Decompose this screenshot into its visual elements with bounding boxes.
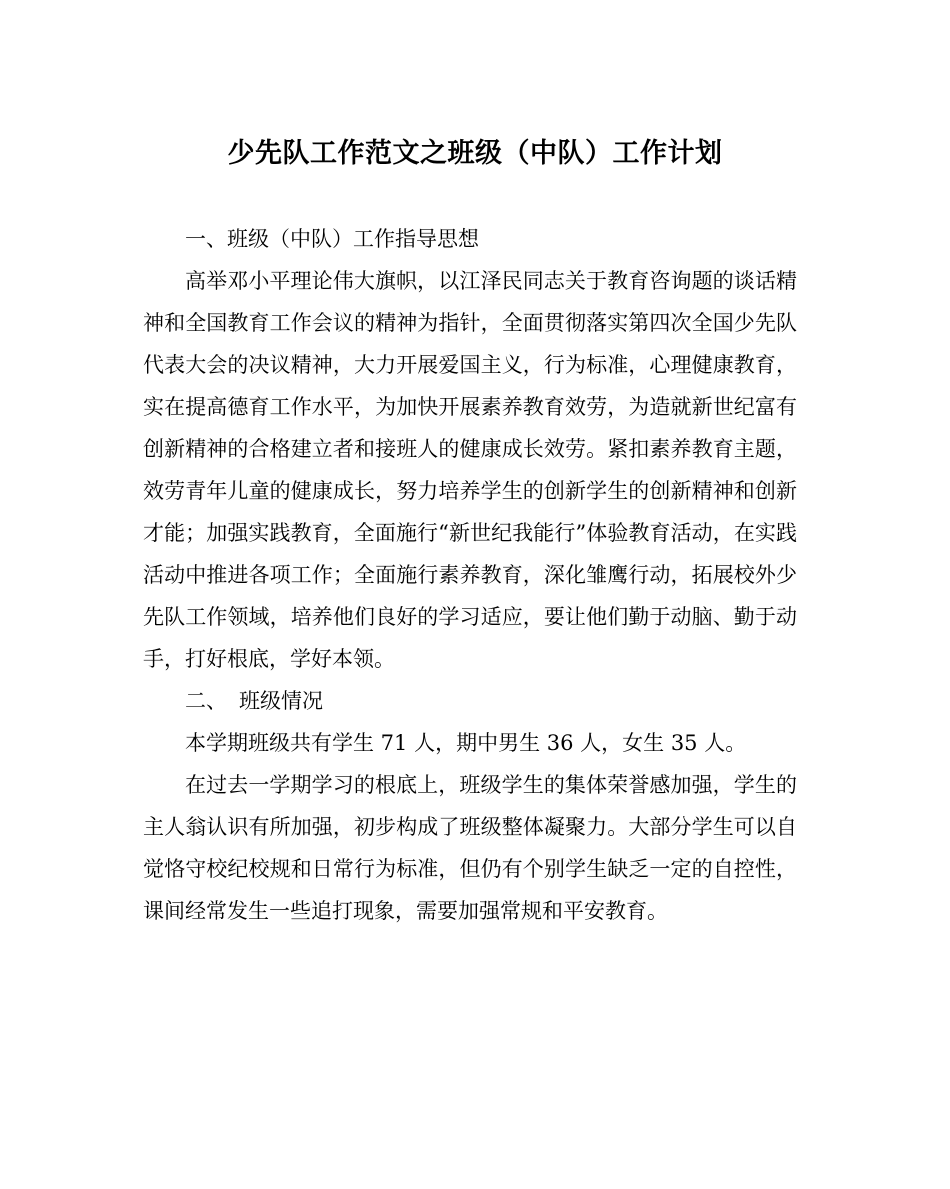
section-2-heading-text: 班级情况 xyxy=(239,689,323,713)
section-2-heading xyxy=(143,680,797,722)
section-2-heading-number: 二、 xyxy=(185,689,227,713)
section-2-paragraph-1: 本学期班级共有学生 71 人，期中男生 36 人，女生 35 人。 xyxy=(185,731,747,755)
section-1-paragraph: 高举邓小平理论伟大旗帜，以江泽民同志关于教育咨询题的谈话精神和全国教育工作会议的精神为指针，全面贯彻落实第四次全国少先队代表大会的决议精神，大力开展爱国主义，行为标准，心理健康教育，实在提高德育工作水平，为加快开展素养教育效劳，为造就新世纪富有创新精神的合格建立者和接班人的健康成长效劳。紧扣素养教育主题，效劳青年儿童的健康成长，努力培养学生的创新学生的创新精神和创新才能；加强实践教育，全面施行“新世纪我能行”体验教育活动，在实践活动中推进各项工作；全面施行素养教育，深化雏鹰行动，拓展校外少先队工作领域，培养他们良好的学习适应，要让他们勤于动脑、勤于动手，打好根底，学好本领。 xyxy=(143,269,797,671)
document-title: 少先队工作范文之班级（中队）工作计划 xyxy=(227,138,723,169)
document-body xyxy=(143,218,797,932)
section-1-heading: 一、班级（中队）工作指导思想 xyxy=(185,227,479,251)
section-2-paragraph-2: 在过去一学期学习的根底上，班级学生的集体荣誉感加强，学生的主人翁认识有所加强，初步构成了班级整体凝聚力。大部分学生可以自觉恪守校纪校规和日常行为标准，但仍有个别学生缺乏一定的自控性，课间经常发生一些追打现象，需要加强常规和平安教育。 xyxy=(143,773,797,923)
